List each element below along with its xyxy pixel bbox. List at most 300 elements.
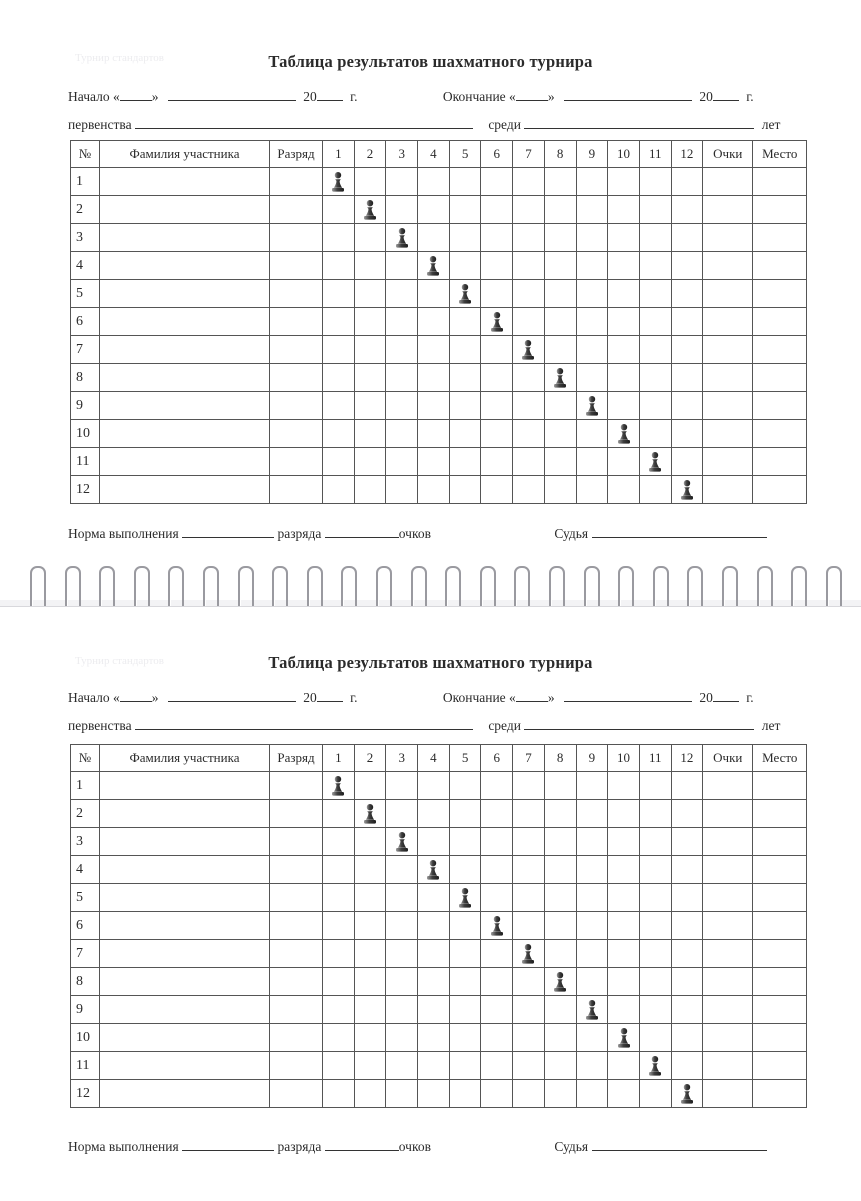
game-result-cell[interactable] xyxy=(544,308,576,336)
game-result-cell[interactable] xyxy=(354,168,386,196)
rank-cell[interactable] xyxy=(270,196,323,224)
participant-name-cell[interactable] xyxy=(100,1052,270,1080)
rank-cell[interactable] xyxy=(270,772,323,800)
game-result-cell[interactable] xyxy=(354,856,386,884)
end-year-field[interactable] xyxy=(713,88,739,101)
game-result-cell[interactable] xyxy=(354,476,386,504)
game-result-cell[interactable] xyxy=(544,392,576,420)
game-result-cell[interactable] xyxy=(513,168,545,196)
place-cell[interactable] xyxy=(753,800,807,828)
game-result-cell[interactable] xyxy=(544,856,576,884)
game-result-cell[interactable] xyxy=(481,364,513,392)
game-result-cell[interactable] xyxy=(418,392,450,420)
points-cell[interactable] xyxy=(703,968,753,996)
participant-name-cell[interactable] xyxy=(100,224,270,252)
game-result-cell[interactable] xyxy=(608,308,640,336)
game-result-cell[interactable] xyxy=(354,968,386,996)
rank-cell[interactable] xyxy=(270,448,323,476)
game-result-cell[interactable] xyxy=(544,884,576,912)
points-cell[interactable] xyxy=(703,800,753,828)
place-cell[interactable] xyxy=(753,912,807,940)
game-result-cell[interactable] xyxy=(544,940,576,968)
participant-name-cell[interactable] xyxy=(100,336,270,364)
participant-name-cell[interactable] xyxy=(100,476,270,504)
participant-name-cell[interactable] xyxy=(100,828,270,856)
points-cell[interactable] xyxy=(703,448,753,476)
game-result-cell[interactable] xyxy=(544,476,576,504)
game-result-cell[interactable] xyxy=(449,940,481,968)
game-result-cell[interactable] xyxy=(576,168,608,196)
game-result-cell[interactable] xyxy=(481,968,513,996)
game-result-cell[interactable] xyxy=(671,168,703,196)
rank-cell[interactable] xyxy=(270,168,323,196)
game-result-cell[interactable] xyxy=(323,476,355,504)
game-result-cell[interactable] xyxy=(671,884,703,912)
game-result-cell[interactable] xyxy=(386,392,418,420)
game-result-cell[interactable] xyxy=(671,308,703,336)
game-result-cell[interactable] xyxy=(576,476,608,504)
game-result-cell[interactable] xyxy=(386,912,418,940)
game-result-cell[interactable] xyxy=(323,308,355,336)
judge-field[interactable] xyxy=(592,525,767,538)
game-result-cell[interactable] xyxy=(608,476,640,504)
game-result-cell[interactable] xyxy=(354,336,386,364)
game-result-cell[interactable] xyxy=(386,168,418,196)
place-cell[interactable] xyxy=(753,196,807,224)
game-result-cell[interactable] xyxy=(418,336,450,364)
game-result-cell[interactable] xyxy=(544,828,576,856)
rank-cell[interactable] xyxy=(270,336,323,364)
place-cell[interactable] xyxy=(753,968,807,996)
game-result-cell[interactable] xyxy=(481,476,513,504)
game-result-cell[interactable] xyxy=(671,912,703,940)
game-result-cell[interactable] xyxy=(576,420,608,448)
game-result-cell[interactable] xyxy=(671,420,703,448)
game-result-cell[interactable] xyxy=(386,1052,418,1080)
game-result-cell[interactable] xyxy=(449,912,481,940)
game-result-cell[interactable] xyxy=(449,1052,481,1080)
game-result-cell[interactable] xyxy=(449,476,481,504)
rank-cell[interactable] xyxy=(270,364,323,392)
game-result-cell[interactable] xyxy=(639,772,671,800)
points-cell[interactable] xyxy=(703,828,753,856)
rank-cell[interactable] xyxy=(270,884,323,912)
game-result-cell[interactable] xyxy=(449,392,481,420)
points-cell[interactable] xyxy=(703,912,753,940)
game-result-cell[interactable] xyxy=(544,224,576,252)
game-result-cell[interactable] xyxy=(671,448,703,476)
game-result-cell[interactable] xyxy=(386,856,418,884)
game-result-cell[interactable] xyxy=(481,280,513,308)
game-result-cell[interactable] xyxy=(576,772,608,800)
game-result-cell[interactable] xyxy=(513,364,545,392)
points-cell[interactable] xyxy=(703,996,753,1024)
rank-cell[interactable] xyxy=(270,420,323,448)
game-result-cell[interactable] xyxy=(576,1052,608,1080)
game-result-cell[interactable] xyxy=(418,364,450,392)
game-result-cell[interactable] xyxy=(449,448,481,476)
game-result-cell[interactable] xyxy=(513,252,545,280)
game-result-cell[interactable] xyxy=(354,420,386,448)
game-result-cell[interactable] xyxy=(323,800,355,828)
game-result-cell[interactable] xyxy=(671,252,703,280)
game-result-cell[interactable] xyxy=(418,476,450,504)
among-field[interactable] xyxy=(524,116,754,129)
start-month-field[interactable] xyxy=(168,689,296,702)
game-result-cell[interactable] xyxy=(418,196,450,224)
start-month-field[interactable] xyxy=(168,88,296,101)
game-result-cell[interactable] xyxy=(481,828,513,856)
game-result-cell[interactable] xyxy=(481,856,513,884)
game-result-cell[interactable] xyxy=(418,940,450,968)
game-result-cell[interactable] xyxy=(481,336,513,364)
championship-field[interactable] xyxy=(135,717,473,730)
game-result-cell[interactable] xyxy=(513,420,545,448)
end-year-field[interactable] xyxy=(713,689,739,702)
game-result-cell[interactable] xyxy=(608,772,640,800)
end-month-field[interactable] xyxy=(564,88,692,101)
game-result-cell[interactable] xyxy=(513,800,545,828)
game-result-cell[interactable] xyxy=(386,772,418,800)
participant-name-cell[interactable] xyxy=(100,1024,270,1052)
game-result-cell[interactable] xyxy=(576,856,608,884)
game-result-cell[interactable] xyxy=(671,996,703,1024)
game-result-cell[interactable] xyxy=(418,884,450,912)
game-result-cell[interactable] xyxy=(576,196,608,224)
game-result-cell[interactable] xyxy=(513,1080,545,1108)
participant-name-cell[interactable] xyxy=(100,912,270,940)
game-result-cell[interactable] xyxy=(576,912,608,940)
game-result-cell[interactable] xyxy=(449,168,481,196)
game-result-cell[interactable] xyxy=(513,996,545,1024)
game-result-cell[interactable] xyxy=(576,336,608,364)
game-result-cell[interactable] xyxy=(386,996,418,1024)
game-result-cell[interactable] xyxy=(354,224,386,252)
game-result-cell[interactable] xyxy=(323,828,355,856)
game-result-cell[interactable] xyxy=(639,364,671,392)
points-cell[interactable] xyxy=(703,940,753,968)
game-result-cell[interactable] xyxy=(576,800,608,828)
game-result-cell[interactable] xyxy=(386,420,418,448)
game-result-cell[interactable] xyxy=(639,196,671,224)
game-result-cell[interactable] xyxy=(418,912,450,940)
game-result-cell[interactable] xyxy=(449,1024,481,1052)
points-cell[interactable] xyxy=(703,224,753,252)
points-cell[interactable] xyxy=(703,168,753,196)
points-cell[interactable] xyxy=(703,308,753,336)
game-result-cell[interactable] xyxy=(608,280,640,308)
place-cell[interactable] xyxy=(753,448,807,476)
game-result-cell[interactable] xyxy=(671,940,703,968)
game-result-cell[interactable] xyxy=(639,940,671,968)
participant-name-cell[interactable] xyxy=(100,884,270,912)
rank-cell[interactable] xyxy=(270,968,323,996)
game-result-cell[interactable] xyxy=(639,308,671,336)
game-result-cell[interactable] xyxy=(513,968,545,996)
end-day-field[interactable] xyxy=(516,689,548,702)
rank-cell[interactable] xyxy=(270,856,323,884)
game-result-cell[interactable] xyxy=(671,280,703,308)
game-result-cell[interactable] xyxy=(671,364,703,392)
points-cell[interactable] xyxy=(703,884,753,912)
place-cell[interactable] xyxy=(753,336,807,364)
game-result-cell[interactable] xyxy=(639,224,671,252)
rank-cell[interactable] xyxy=(270,308,323,336)
game-result-cell[interactable] xyxy=(513,1052,545,1080)
game-result-cell[interactable] xyxy=(354,280,386,308)
game-result-cell[interactable] xyxy=(323,1080,355,1108)
game-result-cell[interactable] xyxy=(513,224,545,252)
game-result-cell[interactable] xyxy=(323,1052,355,1080)
points-cell[interactable] xyxy=(703,1080,753,1108)
participant-name-cell[interactable] xyxy=(100,996,270,1024)
game-result-cell[interactable] xyxy=(544,772,576,800)
rank-cell[interactable] xyxy=(270,940,323,968)
points-cell[interactable] xyxy=(703,196,753,224)
game-result-cell[interactable] xyxy=(449,420,481,448)
game-result-cell[interactable] xyxy=(323,940,355,968)
place-cell[interactable] xyxy=(753,252,807,280)
game-result-cell[interactable] xyxy=(576,828,608,856)
game-result-cell[interactable] xyxy=(323,252,355,280)
place-cell[interactable] xyxy=(753,280,807,308)
rank-cell[interactable] xyxy=(270,1052,323,1080)
game-result-cell[interactable] xyxy=(639,420,671,448)
game-result-cell[interactable] xyxy=(418,280,450,308)
game-result-cell[interactable] xyxy=(386,800,418,828)
place-cell[interactable] xyxy=(753,1052,807,1080)
game-result-cell[interactable] xyxy=(386,476,418,504)
game-result-cell[interactable] xyxy=(608,196,640,224)
game-result-cell[interactable] xyxy=(513,392,545,420)
game-result-cell[interactable] xyxy=(513,828,545,856)
start-year-field[interactable] xyxy=(317,689,343,702)
place-cell[interactable] xyxy=(753,364,807,392)
game-result-cell[interactable] xyxy=(671,968,703,996)
game-result-cell[interactable] xyxy=(639,828,671,856)
game-result-cell[interactable] xyxy=(513,912,545,940)
place-cell[interactable] xyxy=(753,884,807,912)
game-result-cell[interactable] xyxy=(513,476,545,504)
game-result-cell[interactable] xyxy=(418,448,450,476)
game-result-cell[interactable] xyxy=(418,308,450,336)
game-result-cell[interactable] xyxy=(639,856,671,884)
game-result-cell[interactable] xyxy=(608,252,640,280)
game-result-cell[interactable] xyxy=(576,940,608,968)
game-result-cell[interactable] xyxy=(449,224,481,252)
game-result-cell[interactable] xyxy=(639,476,671,504)
participant-name-cell[interactable] xyxy=(100,968,270,996)
game-result-cell[interactable] xyxy=(576,1080,608,1108)
game-result-cell[interactable] xyxy=(544,168,576,196)
place-cell[interactable] xyxy=(753,772,807,800)
game-result-cell[interactable] xyxy=(544,996,576,1024)
participant-name-cell[interactable] xyxy=(100,392,270,420)
game-result-cell[interactable] xyxy=(576,224,608,252)
end-day-field[interactable] xyxy=(516,88,548,101)
game-result-cell[interactable] xyxy=(481,448,513,476)
game-result-cell[interactable] xyxy=(639,1024,671,1052)
start-day-field[interactable] xyxy=(120,88,152,101)
participant-name-cell[interactable] xyxy=(100,448,270,476)
game-result-cell[interactable] xyxy=(576,252,608,280)
among-field[interactable] xyxy=(524,717,754,730)
game-result-cell[interactable] xyxy=(576,884,608,912)
game-result-cell[interactable] xyxy=(354,996,386,1024)
game-result-cell[interactable] xyxy=(323,996,355,1024)
game-result-cell[interactable] xyxy=(354,940,386,968)
rank-cell[interactable] xyxy=(270,280,323,308)
place-cell[interactable] xyxy=(753,996,807,1024)
place-cell[interactable] xyxy=(753,392,807,420)
end-month-field[interactable] xyxy=(564,689,692,702)
game-result-cell[interactable] xyxy=(608,912,640,940)
game-result-cell[interactable] xyxy=(418,996,450,1024)
game-result-cell[interactable] xyxy=(639,392,671,420)
game-result-cell[interactable] xyxy=(608,1052,640,1080)
game-result-cell[interactable] xyxy=(449,1080,481,1108)
game-result-cell[interactable] xyxy=(639,968,671,996)
rank-cell[interactable] xyxy=(270,800,323,828)
game-result-cell[interactable] xyxy=(481,772,513,800)
participant-name-cell[interactable] xyxy=(100,1080,270,1108)
rank-cell[interactable] xyxy=(270,476,323,504)
game-result-cell[interactable] xyxy=(671,772,703,800)
game-result-cell[interactable] xyxy=(513,448,545,476)
game-result-cell[interactable] xyxy=(449,252,481,280)
game-result-cell[interactable] xyxy=(386,364,418,392)
game-result-cell[interactable] xyxy=(608,364,640,392)
game-result-cell[interactable] xyxy=(323,1024,355,1052)
game-result-cell[interactable] xyxy=(513,196,545,224)
points-cell[interactable] xyxy=(703,772,753,800)
rank-cell[interactable] xyxy=(270,1024,323,1052)
points-cell[interactable] xyxy=(703,280,753,308)
game-result-cell[interactable] xyxy=(608,168,640,196)
game-result-cell[interactable] xyxy=(386,448,418,476)
game-result-cell[interactable] xyxy=(481,196,513,224)
game-result-cell[interactable] xyxy=(354,772,386,800)
game-result-cell[interactable] xyxy=(354,912,386,940)
game-result-cell[interactable] xyxy=(544,448,576,476)
game-result-cell[interactable] xyxy=(449,828,481,856)
game-result-cell[interactable] xyxy=(418,1080,450,1108)
game-result-cell[interactable] xyxy=(671,828,703,856)
game-result-cell[interactable] xyxy=(639,252,671,280)
game-result-cell[interactable] xyxy=(449,968,481,996)
game-result-cell[interactable] xyxy=(354,308,386,336)
game-result-cell[interactable] xyxy=(544,1052,576,1080)
game-result-cell[interactable] xyxy=(671,1052,703,1080)
participant-name-cell[interactable] xyxy=(100,364,270,392)
game-result-cell[interactable] xyxy=(354,1052,386,1080)
game-result-cell[interactable] xyxy=(323,392,355,420)
game-result-cell[interactable] xyxy=(323,336,355,364)
game-result-cell[interactable] xyxy=(608,856,640,884)
points-cell[interactable] xyxy=(703,420,753,448)
game-result-cell[interactable] xyxy=(354,1024,386,1052)
game-result-cell[interactable] xyxy=(608,828,640,856)
game-result-cell[interactable] xyxy=(671,336,703,364)
game-result-cell[interactable] xyxy=(449,308,481,336)
game-result-cell[interactable] xyxy=(481,252,513,280)
game-result-cell[interactable] xyxy=(386,308,418,336)
participant-name-cell[interactable] xyxy=(100,196,270,224)
game-result-cell[interactable] xyxy=(449,364,481,392)
rank-cell[interactable] xyxy=(270,224,323,252)
game-result-cell[interactable] xyxy=(639,884,671,912)
game-result-cell[interactable] xyxy=(418,968,450,996)
game-result-cell[interactable] xyxy=(608,224,640,252)
points-cell[interactable] xyxy=(703,1052,753,1080)
game-result-cell[interactable] xyxy=(386,940,418,968)
game-result-cell[interactable] xyxy=(671,856,703,884)
game-result-cell[interactable] xyxy=(576,448,608,476)
game-result-cell[interactable] xyxy=(513,1024,545,1052)
points-cell[interactable] xyxy=(703,392,753,420)
game-result-cell[interactable] xyxy=(323,224,355,252)
rank-cell[interactable] xyxy=(270,252,323,280)
game-result-cell[interactable] xyxy=(323,856,355,884)
game-result-cell[interactable] xyxy=(608,968,640,996)
game-result-cell[interactable] xyxy=(639,800,671,828)
game-result-cell[interactable] xyxy=(418,1024,450,1052)
participant-name-cell[interactable] xyxy=(100,940,270,968)
game-result-cell[interactable] xyxy=(544,1024,576,1052)
game-result-cell[interactable] xyxy=(418,224,450,252)
game-result-cell[interactable] xyxy=(639,996,671,1024)
game-result-cell[interactable] xyxy=(576,1024,608,1052)
participant-name-cell[interactable] xyxy=(100,420,270,448)
game-result-cell[interactable] xyxy=(481,224,513,252)
game-result-cell[interactable] xyxy=(544,1080,576,1108)
game-result-cell[interactable] xyxy=(481,392,513,420)
norm-field[interactable] xyxy=(182,525,274,538)
game-result-cell[interactable] xyxy=(544,420,576,448)
place-cell[interactable] xyxy=(753,308,807,336)
game-result-cell[interactable] xyxy=(608,940,640,968)
championship-field[interactable] xyxy=(135,116,473,129)
game-result-cell[interactable] xyxy=(449,196,481,224)
game-result-cell[interactable] xyxy=(544,196,576,224)
game-result-cell[interactable] xyxy=(386,196,418,224)
game-result-cell[interactable] xyxy=(481,1080,513,1108)
judge-field[interactable] xyxy=(592,1138,767,1151)
game-result-cell[interactable] xyxy=(544,912,576,940)
game-result-cell[interactable] xyxy=(323,448,355,476)
game-result-cell[interactable] xyxy=(418,828,450,856)
points-cell[interactable] xyxy=(703,476,753,504)
game-result-cell[interactable] xyxy=(481,1052,513,1080)
game-result-cell[interactable] xyxy=(608,336,640,364)
participant-name-cell[interactable] xyxy=(100,800,270,828)
place-cell[interactable] xyxy=(753,420,807,448)
game-result-cell[interactable] xyxy=(639,336,671,364)
game-result-cell[interactable] xyxy=(481,996,513,1024)
points-cell[interactable] xyxy=(703,336,753,364)
game-result-cell[interactable] xyxy=(354,1080,386,1108)
game-result-cell[interactable] xyxy=(418,800,450,828)
rank-cell[interactable] xyxy=(270,392,323,420)
participant-name-cell[interactable] xyxy=(100,280,270,308)
game-result-cell[interactable] xyxy=(481,1024,513,1052)
game-result-cell[interactable] xyxy=(386,1080,418,1108)
start-year-field[interactable] xyxy=(317,88,343,101)
game-result-cell[interactable] xyxy=(481,420,513,448)
game-result-cell[interactable] xyxy=(386,280,418,308)
place-cell[interactable] xyxy=(753,168,807,196)
participant-name-cell[interactable] xyxy=(100,168,270,196)
